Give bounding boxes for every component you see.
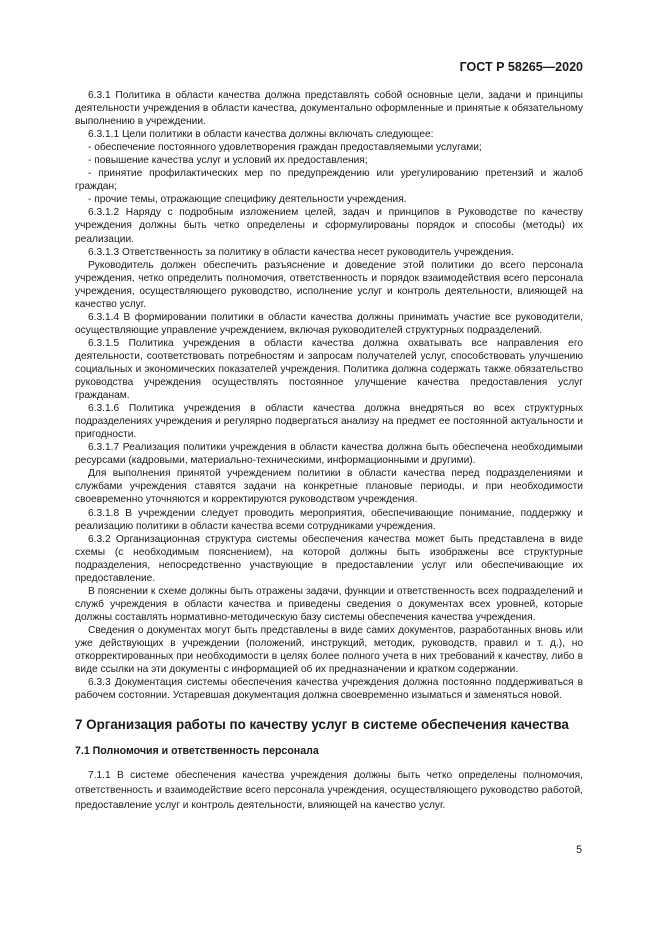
list-item: - принятие профилактических мер по предупреждению или урегулированию претензий и жалоб граждан; [75,168,583,193]
paragraph-6-3-2: 6.3.2 Организационная структура системы обеспечения качества может быть представлена в виде схемы (с необходимым пояснением), на которой должны быть изображены все структурные подразделения, непосредственно участвующие в предоставлении услуг или обеспечивающие их предоставление. [75,533,583,584]
paragraph-6-3-1-4: 6.3.1.4 В формировании политики в области качества должны принимать участие все руководители, осуществляющие управление учреждением, включая руководителей структурных подразделений. [75,311,583,336]
document-body [75,89,583,813]
paragraph-6-3-3: 6.3.3 Документация системы обеспечения качества учреждения должна постоянно поддерживаться в рабочем состоянии. Устаревшая документация должна своевременно изыматься и заменяться новой. [75,677,583,702]
paragraph-6-3-1-2: 6.3.1.2 Наряду с подробным изложением целей, задач и принципов в Руководстве по качеству учреждения должны быть четко определены и сформулированы порядок и способы (методы) их реализации. [75,207,583,245]
paragraph-6-3-1-8: 6.3.1.8 В учреждении следует проводить мероприятия, обеспечивающие понимание, поддержку и реализацию политики в области качества всеми сотрудниками учреждения. [75,507,583,532]
section-7-body [75,769,583,813]
section-7-heading: 7 Организация работы по качеству услуг в системе обеспечения качества [75,717,569,733]
paragraph: Руководитель должен обеспечить разъяснение и доведение этой политики до всего персонала учреждения, четко определить полномочия, ответственность и порядок взаимодействия всего персонала учреждения, осуществляющего руководство, исполнение услуг и контроль деятельности, влияющей на качество услуг. [75,259,583,310]
list-item: - повышение качества услуг и условий их предоставления; [88,155,368,167]
paragraph-6-3-1-1: 6.3.1.1 Цели политики в области качества должны включать следующее: [88,129,434,141]
paragraph: В пояснении к схеме должны быть отражены задачи, функции и ответственность всех подразделений и служб учреждения в области качества и приведены сведения о документах всех уровней, которые должны составлять нормативно-методическую базу системы обеспечения качества учреждения. [75,585,583,623]
paragraph: Сведения о документах могут быть представлены в виде самих документов, разработанных вновь или уже действующих в учреждении (положений, инструкций, методик, руководств, правил и т. д.), но откорректированных при необходимости в целях более полного учета в них требований к качеству, либо в виде ссылки на эти документы с информацией об их предназначении и кратком содержании. [75,624,583,676]
list-item: - прочие темы, отражающие специфику деятельности учреждения. [88,194,407,206]
paragraph-6-3-1-3: 6.3.1.3 Ответственность за политику в области качества несет руководитель учреждения. [88,246,514,258]
section-7-1-heading: 7.1 Полномочия и ответственность персонала [75,745,319,758]
paragraph-6-3-1-7: 6.3.1.7 Реализация политики учреждения в области качества должна быть обеспечена необходимыми ресурсами (кадровыми, материально-техническими, информационными и другими). [75,442,583,467]
paragraph: Для выполнения принятой учреждением политики в области качества перед подразделениями и службами учреждения ставятся задачи на конкретные плановые периоды, и при необходимости своевременно уточняются и корректируются руководством учреждения. [75,468,583,506]
page-number: 5 [576,844,582,856]
paragraph-6-3-1-5: 6.3.1.5 Политика учреждения в области качества должна охватывать все направления его деятельности, соответствовать потребностям и запросам получателей услуг, способствовать улучшению социальных и экономических показателей учреждения. Политика должна содержать также обязательство руководства учреждения осуществлять постоянное улучшение качества предоставления услуг гражданам. [75,337,583,402]
list-item: - обеспечение постоянного удовлетворения граждан предоставляемыми услугами; [88,142,482,154]
paragraph-7-1-1: 7.1.1 В системе обеспечения качества учреждения должны быть четко определены полномочия, ответственность и взаимодействие всего персонала учреждения, осуществляющего руководство работой, предоставление услуг и контроль деятельности, влияющей на качество услуг. [75,770,583,811]
document-header: ГОСТ Р 58265—2020 [459,60,583,74]
paragraph-6-3-1: 6.3.1 Политика в области качества должна представлять собой основные цели, задачи и принципы деятельности учреждения в области качества, документально оформленные и принятые к обязательному выполнению в учреждении. [75,90,583,128]
paragraph-6-3-1-6: 6.3.1.6 Политика учреждения в области качества должна внедряться во всех структурных подразделениях учреждения и регулярно подвергаться анализу на предмет ее постоянной актуальности и пригодности. [75,403,583,441]
